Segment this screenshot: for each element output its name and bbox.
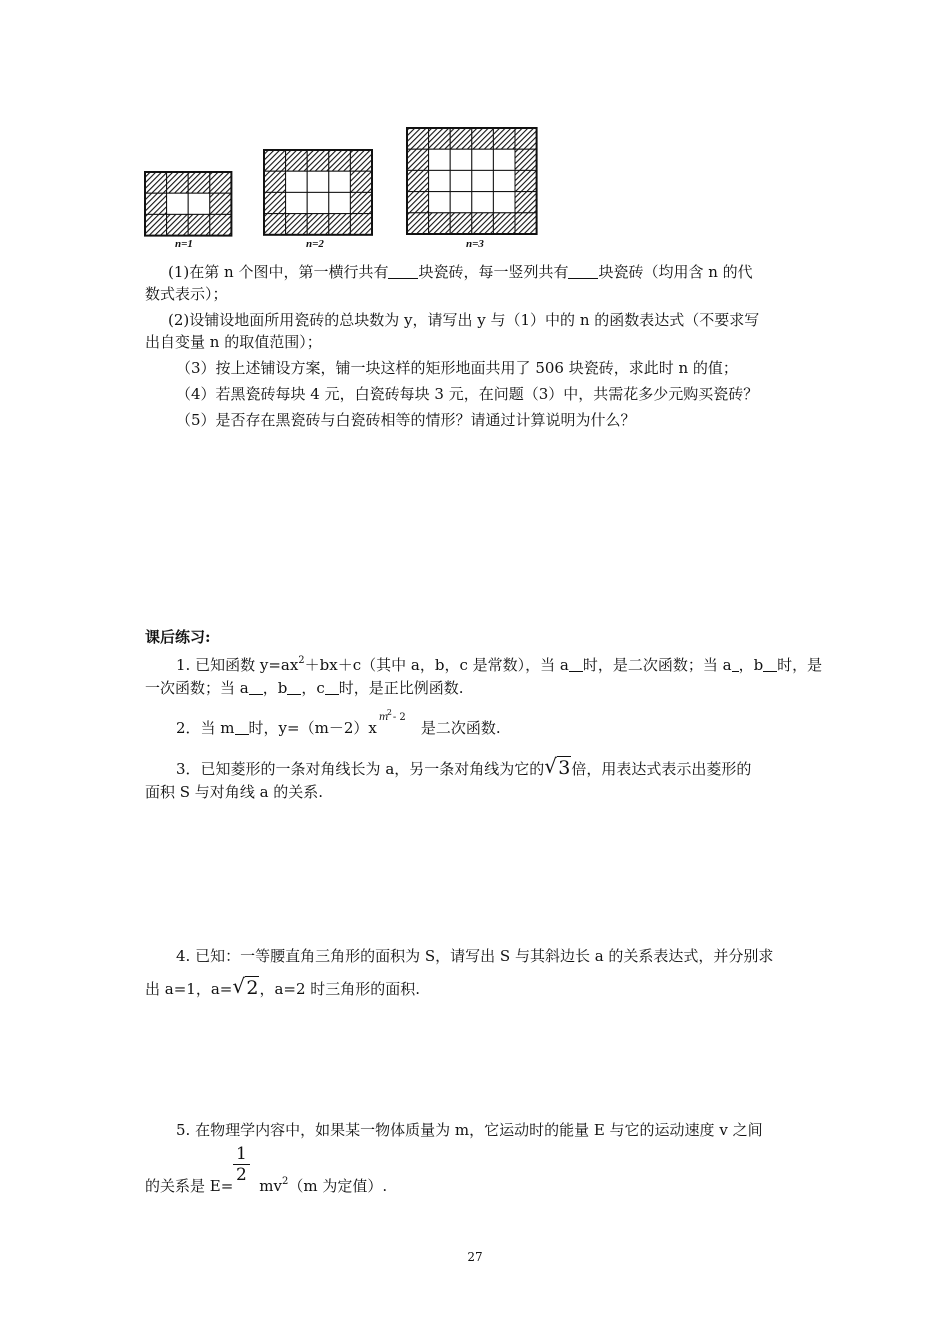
practice-3-line-1: 3．已知菱形的一条对角线长为 a，另一条对角线为它的 √ 3倍，用表达式表示出菱形的 [176,754,752,779]
white-tile [329,171,351,192]
black-tile [210,172,232,193]
black-tile [350,214,372,235]
practice-3-line-2: 面积 S 与对角线 a 的关系. [145,783,324,801]
black-tile [450,128,472,149]
black-tile [407,213,429,234]
blank [235,720,249,735]
blank [388,264,418,279]
black-tile [429,213,451,234]
white-tile [450,170,472,191]
white-tile [493,192,515,213]
tile-grid-n3 [407,128,537,234]
white-tile [429,192,451,213]
black-tile [515,192,537,213]
practice-4-line-1: 4. 已知：一等腰直角三角形的面积为 S，请写出 S 与其斜边长 a 的关系表达式，并分别求 [176,947,774,965]
question-1-line-1: (1)在第 n 个图中，第一横行共有 块瓷砖，每一竖列共有 块瓷砖（均用含 n 的代 [168,263,753,281]
black-tile [145,214,167,235]
practice-5-line-2: 的关系是 $E= mv^2(m$ 为定值）. [145,1176,388,1195]
black-tile [350,192,372,213]
black-tile [188,214,210,235]
question-2-line-1: (2)设铺设地面所用瓷砖的总块数为 y，请写出 y 与（1）中的 n 的函数表达式（不要求写 [168,311,760,329]
white-tile [472,192,494,213]
white-tile [450,149,472,170]
black-tile [515,170,537,191]
page-number: 27 [467,1250,483,1264]
practice-4-line-2: 出 a=1，a= √ 2，a=2 时三角形的面积. [145,974,421,999]
black-tile [264,214,286,235]
black-tile [145,193,167,214]
black-tile [329,214,351,235]
black-tile [493,128,515,149]
black-tile [210,214,232,235]
black-tile [429,128,451,149]
black-tile [307,150,329,171]
black-tile [407,192,429,213]
white-tile [450,192,472,213]
white-tile [472,170,494,191]
black-tile [450,213,472,234]
practice-2: 2．当 m 时，y=（m－2）x m 2 - 2 是二次函数. [176,708,501,737]
question-5: （5）是否存在黑瓷砖与白瓷砖相等的情形？请通过计算说明为什么？ [176,411,636,429]
black-tile [167,172,189,193]
white-tile [286,171,308,192]
blank [763,657,777,672]
white-tile [429,170,451,191]
black-tile [515,128,537,149]
black-tile [264,150,286,171]
question-4: （4）若黑瓷砖每块 4 元，白瓷砖每块 3 元，在问题（3）中，共需花多少元购买瓷砖？ [176,385,759,403]
practice-heading: 课后练习: [145,628,211,646]
question-2-line-2: 出自变量 n 的取值范围）； [145,333,322,351]
fraction-one-half: $\frac{1}{2}$ [233,1144,250,1185]
question-3: （3）按上述铺设方案，铺一块这样的矩形地面共用了 506 块瓷砖，求此时 n 的值； [176,359,738,377]
black-tile [350,150,372,171]
blank [732,657,739,672]
white-tile [493,149,515,170]
black-tile [145,172,167,193]
black-tile [264,192,286,213]
white-tile [429,149,451,170]
black-tile [210,193,232,214]
black-tile [307,214,329,235]
practice-1-line-2: 一次函数；当 a ，b ，c 时，是正比例函数. [145,679,464,697]
blank [287,680,301,695]
blank [569,657,583,672]
blank [325,680,339,695]
white-tile [167,193,189,214]
white-tile [493,170,515,191]
tile-grid-n1 [145,172,231,236]
white-tile [329,192,351,213]
black-tile [407,149,429,170]
exponent: m 2 - 2 [378,708,406,723]
black-tile [407,128,429,149]
black-tile [167,214,189,235]
white-tile [188,193,210,214]
figure-label-n1: n=1 [175,238,193,250]
black-tile [350,171,372,192]
practice-5-line-1: 5. 在物理学内容中，如果某一物体质量为 m，它运动时的能量 E 与它的运动速度 v 之间 [176,1121,763,1139]
blank [249,680,263,695]
figure-label-n3: n=3 [466,238,484,250]
black-tile [264,171,286,192]
sqrt-2: √ 2 [232,974,259,999]
white-tile [472,149,494,170]
question-1-line-2: 数式表示）； [145,285,228,303]
sqrt-3: √ 3 [544,754,571,779]
figure-label-n2: n=2 [306,238,324,250]
tile-grid-n2 [264,150,372,235]
black-tile [515,213,537,234]
black-tile [493,213,515,234]
blank [568,264,598,279]
black-tile [286,214,308,235]
black-tile [515,149,537,170]
white-tile [307,192,329,213]
black-tile [472,128,494,149]
black-tile [407,170,429,191]
black-tile [472,213,494,234]
white-tile [286,192,308,213]
tile-figure [140,125,545,240]
black-tile [329,150,351,171]
black-tile [188,172,210,193]
white-tile [307,171,329,192]
practice-1-line-1: 1. 已知函数 $y=ax^2+bx+c$（其中 a，b，c 是常数），当 a 时，是二次函数；当 a ，b 时，是 [176,655,823,674]
black-tile [286,150,308,171]
